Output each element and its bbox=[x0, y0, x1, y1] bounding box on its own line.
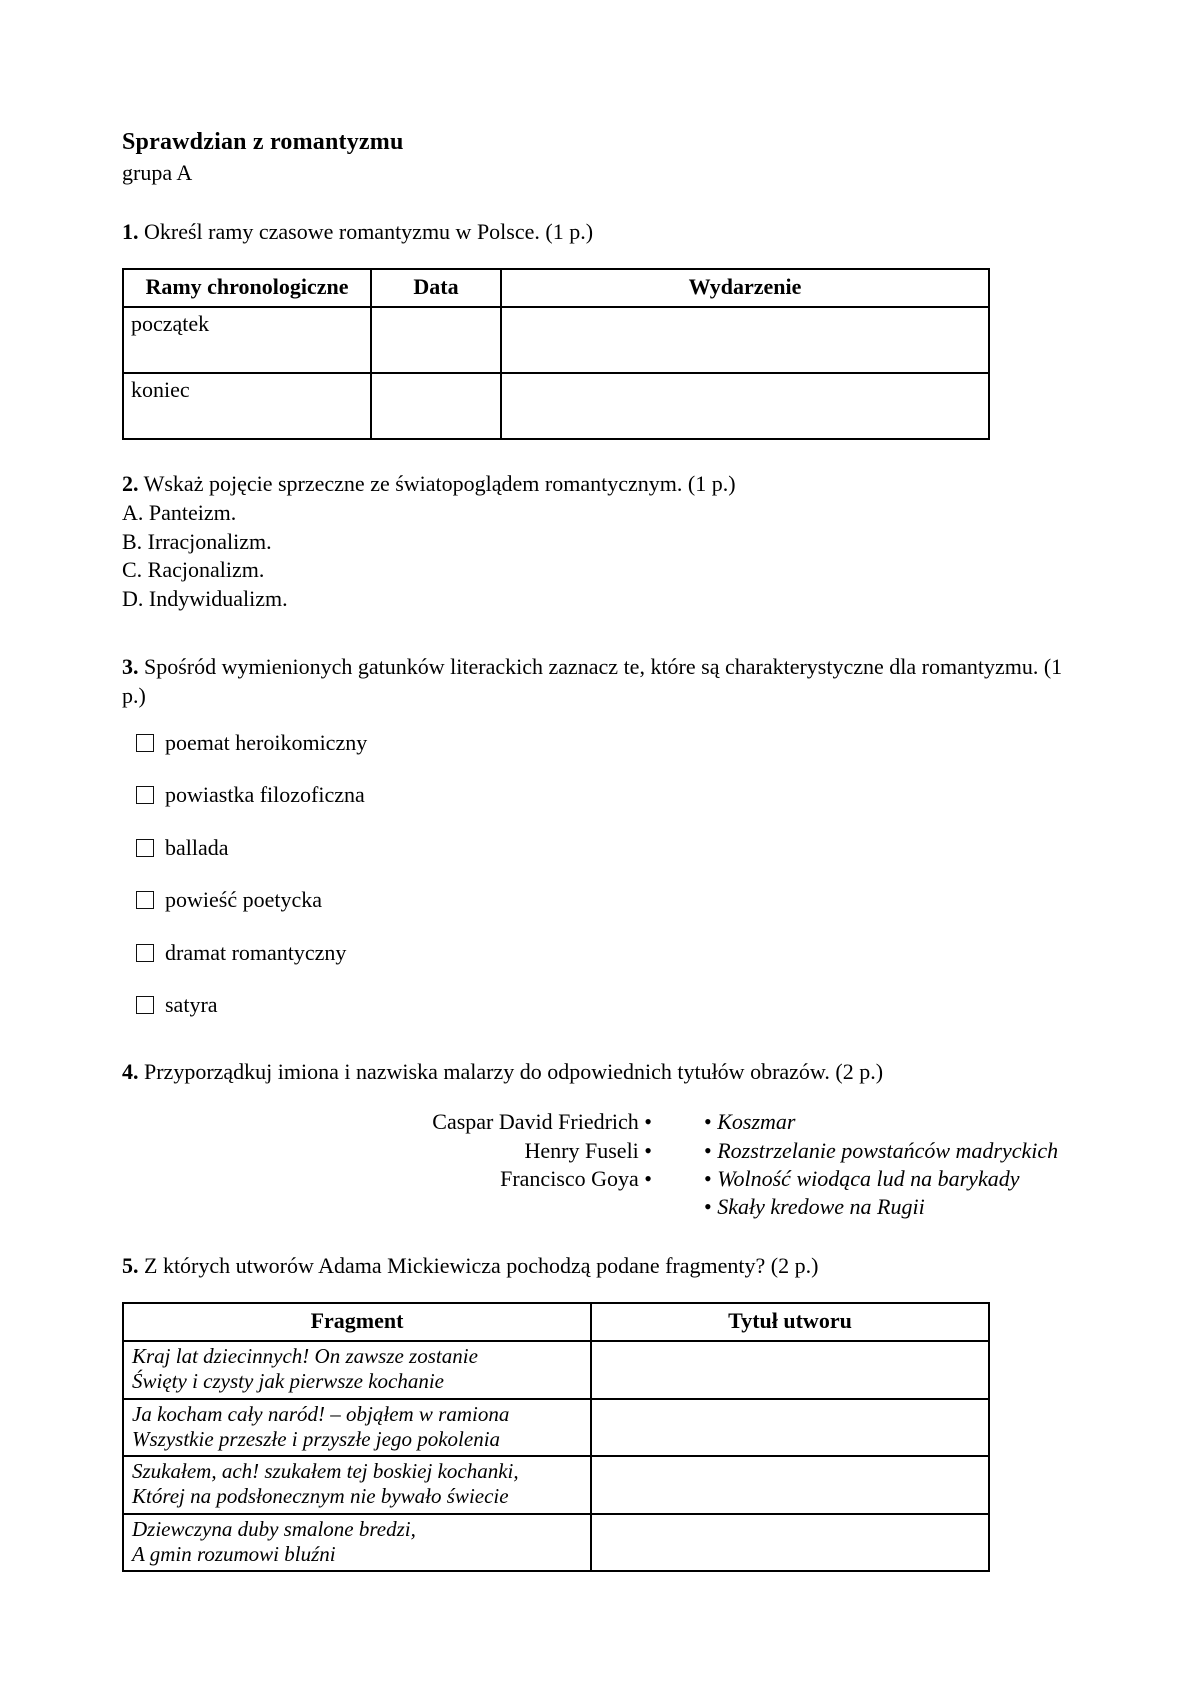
table-header-row bbox=[123, 269, 989, 307]
question-4-text bbox=[122, 1058, 1078, 1087]
answer-cell[interactable] bbox=[591, 1514, 989, 1572]
empty-checkbox-icon[interactable] bbox=[136, 944, 154, 962]
question-2-text bbox=[122, 470, 1078, 499]
list-item[interactable] bbox=[122, 834, 1078, 862]
question-2-option-d[interactable]: D. Indywidualizm. bbox=[122, 585, 288, 611]
table-row bbox=[123, 1456, 989, 1514]
column-header-ramy: Ramy chronologiczne bbox=[123, 269, 371, 307]
spacer bbox=[122, 1086, 1078, 1108]
painting-title: Koszmar bbox=[717, 1109, 796, 1135]
question-3-number: 3. bbox=[122, 654, 139, 680]
painting-title: Skały kredowe na Rugii bbox=[717, 1194, 925, 1220]
fragment-cell bbox=[123, 1399, 591, 1457]
column-header-wydarzenie: Wydarzenie bbox=[501, 269, 989, 307]
painters-column bbox=[297, 1108, 652, 1222]
bullet-icon: • bbox=[704, 1137, 712, 1163]
question-2-body: Wskaż pojęcie sprzeczne ze światopoglądem romantycznym. (1 p.) bbox=[138, 471, 736, 497]
row-date-poczatek[interactable] bbox=[371, 307, 501, 373]
list-item[interactable] bbox=[122, 939, 1078, 967]
bullet-icon: • bbox=[704, 1194, 712, 1220]
spacer bbox=[122, 440, 1078, 470]
table-row bbox=[123, 373, 989, 439]
question-1-body: Określ ramy czasowe romantyzmu w Polsce. (1 p.) bbox=[138, 218, 594, 244]
column-header-data: Data bbox=[371, 269, 501, 307]
list-item[interactable] bbox=[122, 781, 1078, 809]
spacer bbox=[122, 1044, 1078, 1058]
list-item[interactable] bbox=[122, 991, 1078, 1019]
table-row bbox=[123, 1514, 989, 1572]
bullet-icon: • bbox=[644, 1165, 652, 1191]
bullet-icon: • bbox=[704, 1109, 712, 1135]
list-item[interactable] bbox=[122, 886, 1078, 914]
question-1-text bbox=[122, 218, 1078, 247]
painter-item[interactable] bbox=[297, 1137, 652, 1165]
fragment-cell bbox=[123, 1341, 591, 1399]
table-row bbox=[123, 1341, 989, 1399]
fragment-line-2: Wszystkie przeszłe i przyszłe jego pokolenia bbox=[132, 1426, 501, 1451]
painter-name: Francisco Goya bbox=[500, 1165, 639, 1191]
bullet-icon: • bbox=[704, 1165, 712, 1191]
paintings-column bbox=[704, 1108, 1058, 1222]
row-date-koniec[interactable] bbox=[371, 373, 501, 439]
spacer bbox=[122, 1280, 1078, 1302]
fragment-cell bbox=[123, 1514, 591, 1572]
empty-checkbox-icon[interactable] bbox=[136, 734, 154, 752]
question-4-body: Przyporządkuj imiona i nazwiska malarzy do odpowiednich tytułów obrazów. (2 p.) bbox=[138, 1058, 884, 1084]
painting-item[interactable] bbox=[704, 1108, 1058, 1136]
spacer bbox=[122, 1222, 1078, 1252]
fragment-line-2: Której na podsłonecznym nie bywało świecie bbox=[132, 1484, 509, 1509]
question-5-text bbox=[122, 1252, 1078, 1281]
answer-cell[interactable] bbox=[591, 1456, 989, 1514]
answer-cell[interactable] bbox=[591, 1399, 989, 1457]
fragment-line-2: Święty i czysty jak pierwsze kochanie bbox=[132, 1369, 444, 1394]
bullet-icon: • bbox=[644, 1109, 652, 1135]
row-event-poczatek[interactable] bbox=[501, 307, 989, 373]
painting-item[interactable] bbox=[704, 1137, 1058, 1165]
painting-item[interactable] bbox=[704, 1193, 1058, 1221]
page-title: Sprawdzian z romantyzmu bbox=[122, 129, 404, 155]
fragment-cell bbox=[123, 1456, 591, 1514]
checklist-label: poemat heroikomiczny bbox=[165, 729, 368, 755]
bullet-icon: • bbox=[644, 1137, 652, 1163]
question-2-option-b[interactable]: B. Irracjonalizm. bbox=[122, 528, 272, 554]
question-5-body: Z których utworów Adama Mickiewicza pochodzą podane fragmenty? (2 p.) bbox=[138, 1252, 819, 1278]
fragment-line-1: Ja kocham cały naród! – objąłem w ramiona bbox=[132, 1401, 510, 1426]
spacer bbox=[122, 188, 1078, 218]
column-header-tytul: Tytuł utworu bbox=[591, 1303, 989, 1341]
row-label-koniec: koniec bbox=[123, 373, 371, 439]
answer-cell[interactable] bbox=[591, 1341, 989, 1399]
spacer bbox=[122, 246, 1078, 268]
list-item[interactable] bbox=[122, 729, 1078, 757]
group-label: grupa A bbox=[122, 160, 193, 186]
painting-title: Wolność wiodąca lud na barykady bbox=[717, 1165, 1020, 1191]
question-3-text bbox=[122, 653, 1078, 710]
painter-item[interactable] bbox=[297, 1108, 652, 1136]
question-1-number: 1. bbox=[122, 218, 139, 244]
table-header-row bbox=[123, 1303, 989, 1341]
painter-item[interactable] bbox=[297, 1165, 652, 1193]
row-event-koniec[interactable] bbox=[501, 373, 989, 439]
painting-title: Rozstrzelanie powstańców madryckich bbox=[717, 1137, 1059, 1163]
checklist-label: dramat romantyczny bbox=[165, 939, 347, 965]
column-header-fragment: Fragment bbox=[123, 1303, 591, 1341]
question-4-number: 4. bbox=[122, 1058, 139, 1084]
fragment-line-1: Dziewczyna duby smalone bredzi, bbox=[132, 1516, 416, 1541]
question-2-option-c[interactable]: C. Racjonalizm. bbox=[122, 557, 265, 583]
table-row bbox=[123, 1399, 989, 1457]
chronology-table bbox=[122, 268, 990, 440]
fragment-line-1: Szukałem, ach! szukałem tej boskiej kochanki, bbox=[132, 1459, 519, 1484]
fragment-line-1: Kraj lat dziecinnych! On zawsze zostanie bbox=[132, 1344, 478, 1369]
empty-checkbox-icon[interactable] bbox=[136, 891, 154, 909]
table-row bbox=[123, 307, 989, 373]
question-5-number: 5. bbox=[122, 1252, 139, 1278]
checklist-label: powieść poetycka bbox=[165, 887, 322, 913]
genre-checklist bbox=[122, 729, 1078, 1019]
checklist-label: satyra bbox=[165, 992, 218, 1018]
spacer bbox=[122, 613, 1078, 653]
empty-checkbox-icon[interactable] bbox=[136, 839, 154, 857]
matching-block bbox=[122, 1108, 1078, 1222]
checklist-label: powiastka filozoficzna bbox=[165, 782, 365, 808]
checklist-label: ballada bbox=[165, 834, 229, 860]
painter-name: Caspar David Friedrich bbox=[432, 1109, 639, 1135]
question-3-body: Spośród wymienionych gatunków literackich zaznacz te, które są charakterystyczne dla romantyzmu. (1 p.) bbox=[122, 654, 1063, 709]
fragments-table bbox=[122, 1302, 990, 1572]
question-2-option-a[interactable]: A. Panteizm. bbox=[122, 500, 237, 526]
row-label-poczatek: początek bbox=[123, 307, 371, 373]
fragment-line-2: A gmin rozumowi bluźni bbox=[132, 1541, 336, 1566]
empty-checkbox-icon[interactable] bbox=[136, 786, 154, 804]
painting-item[interactable] bbox=[704, 1165, 1058, 1193]
spacer bbox=[122, 711, 1078, 729]
question-2-number: 2. bbox=[122, 471, 139, 497]
empty-checkbox-icon[interactable] bbox=[136, 996, 154, 1014]
painter-name: Henry Fuseli bbox=[524, 1137, 639, 1163]
